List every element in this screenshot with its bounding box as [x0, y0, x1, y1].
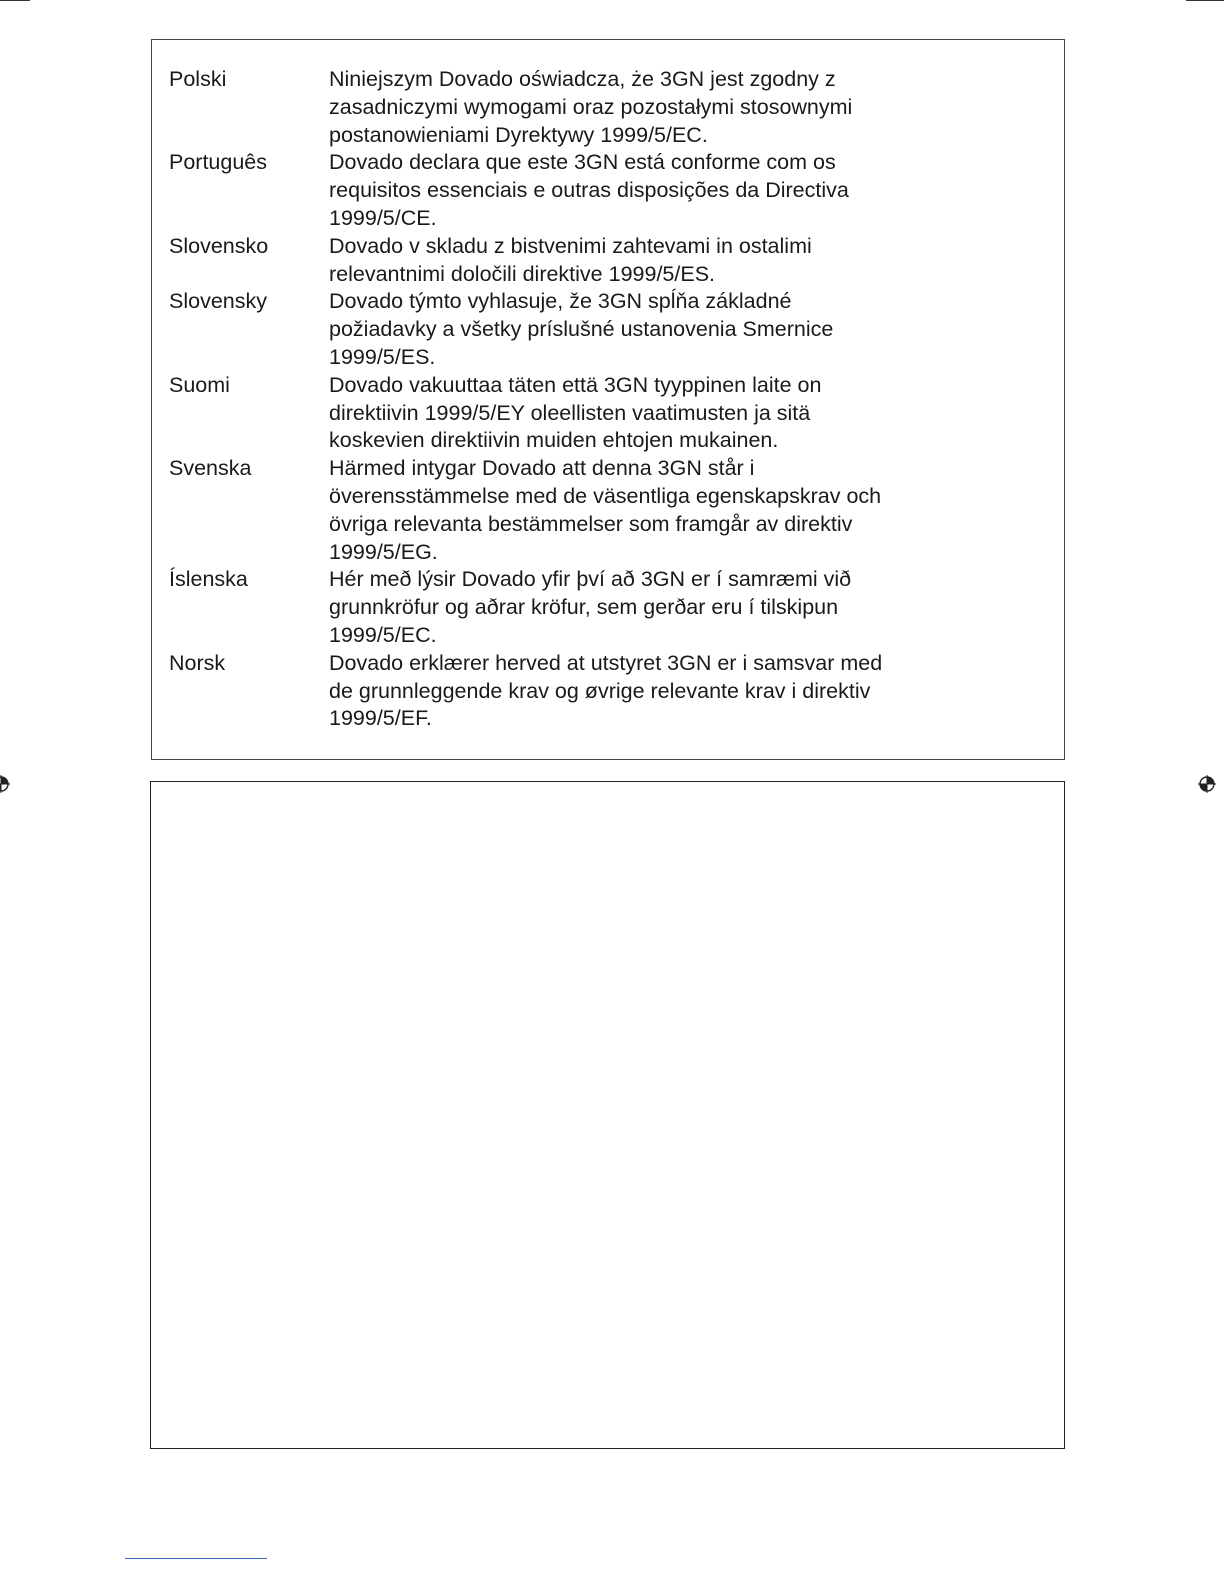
declaration-text: Hér með lýsir Dovado yfir því að 3GN er í samræmi við grunnkröfur og aðrar kröfur, sem gerðar eru í tilskipun 1999/5/EC.: [329, 567, 852, 647]
declaration-language: Slovensky: [169, 289, 267, 314]
declaration-text: Dovado v skladu z bistvenimi zahtevami in ostalimi relevantnimi določili direktive 1999/5/ES.: [329, 233, 812, 286]
declarations-list: [169, 66, 1029, 733]
registration-mark-right-icon: [1198, 775, 1216, 793]
declaration-text: Härmed intygar Dovado att denna 3GN står i överensstämmelse med de väsentliga egenskapskrav och övriga relevanta bestämmelser som framgår av direktiv 1999/5/EG.: [329, 456, 882, 564]
declaration-row-islenska: [169, 566, 1029, 649]
declaration-language: Íslenska: [169, 567, 248, 592]
declaration-text: Dovado declara que este 3GN está conforme com os requisitos essenciais e outras disposições da Directiva 1999/5/CE.: [329, 150, 849, 230]
declaration-row-slovensky: [169, 288, 1029, 371]
declaration-language: Suomi: [169, 372, 230, 397]
registration-mark-left-icon: [0, 775, 10, 793]
footer-rule: [125, 1558, 267, 1559]
declaration-row-norsk: [169, 650, 1029, 733]
empty-notes-box: [150, 781, 1065, 1449]
declaration-row-slovensko: [169, 233, 1029, 289]
declaration-row-svenska: [169, 455, 1029, 566]
declaration-language: Norsk: [169, 650, 226, 675]
declaration-row-polski: [169, 66, 1029, 149]
declaration-language: Polski: [169, 67, 227, 91]
declarations-box: [151, 39, 1065, 760]
declaration-text: Dovado týmto vyhlasuje, že 3GN spĺňa základné požiadavky a všetky príslušné ustanovenia Smernice 1999/5/ES.: [329, 289, 834, 369]
declaration-text: Niniejszym Dovado oświadcza, że 3GN jest zgodny z zasadniczymi wymogami oraz pozostałymi stosownymi postanowieniami Dyrektywy 1999/5/EC.: [329, 67, 853, 147]
declaration-text: Dovado erklærer herved at utstyret 3GN er i samsvar med de grunnleggende krav og øvrige relevante krav i direktiv 1999/5/EF.: [329, 650, 883, 731]
crop-mark-top-left: [0, 0, 30, 1]
declaration-language: Português: [169, 150, 268, 175]
crop-mark-top-right: [1186, 0, 1224, 1]
declaration-language: Slovensko: [169, 233, 269, 258]
declaration-text: Dovado vakuuttaa täten että 3GN tyyppinen laite on direktiivin 1999/5/EY oleellisten vaatimusten ja sitä koskevien direktiivin muiden ehtojen mukainen.: [329, 372, 822, 453]
declaration-row-portugues: [169, 149, 1029, 232]
declaration-language: Svenska: [169, 456, 252, 481]
declaration-row-suomi: [169, 372, 1029, 455]
